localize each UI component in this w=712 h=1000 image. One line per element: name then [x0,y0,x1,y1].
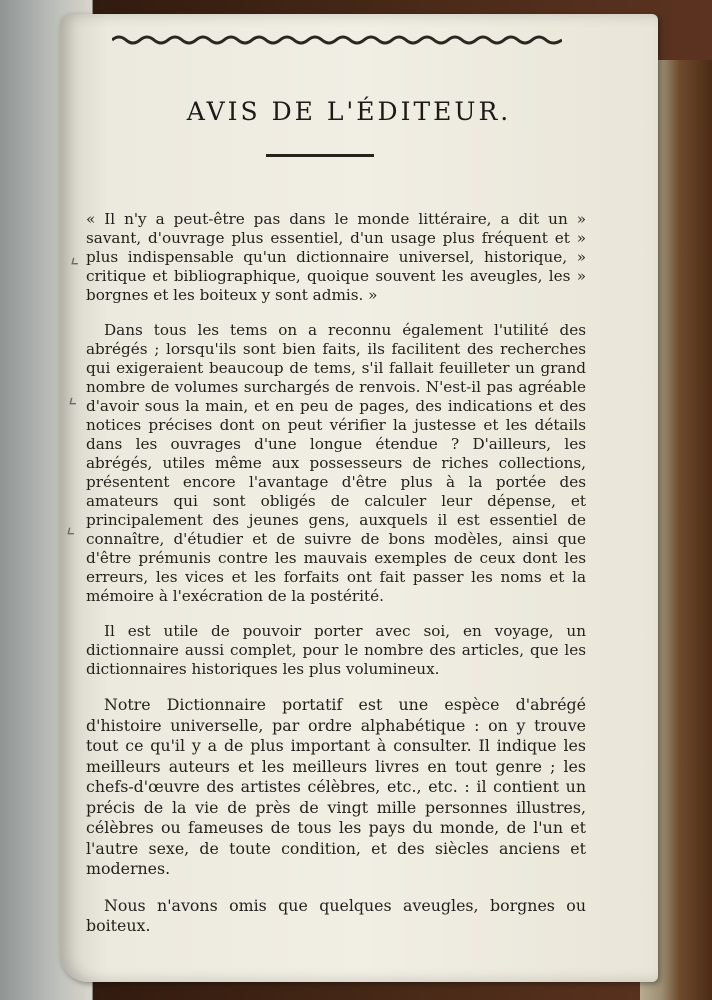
book-page [60,14,658,982]
paragraph-voyage: Il est utile de pouvoir porter avec soi, en voyage, un dictionnaire aussi complet, pour le nombre des articles, que les dictionnaires historiques les plus volumineux. [86,622,586,678]
paragraph-abreges: Dans tous les tems on a reconnu également l'utilité des abrégés ; lorsqu'ils sont bien faits, ils facilitent des recherches qui exigeraient beaucoup de tems, s'il fallait feuilleter un grand nombre de volumes surchargés de renvois. N'est-il pas agréable d'avoir sous la main, et en peu de pages, des indications et des notices précises dont on peut vérifier la justesse et les détails dans les ouvrages d'une longue étendue ? D'ailleurs, les abrégés, utiles même aux possesseurs de riches collections, présentent encore l'avantage d'être plus à la portée des amateurs qui sont obligés de calculer leur dépense, et principalement des jeunes gens, auxquels il est essentiel de connaître, d'étudier et de suivre de bons modèles, ainsi que d'être prémunis contre les mauvais exemples de ceux dont les erreurs, les vices et les forfaits ont fait passer les noms et la mémoire à l'exécration de la postérité. [86,321,586,605]
paragraph-quote: « Il n'y a peut-être pas dans le monde littéraire, a dit un » savant, d'ouvrage plus essentiel, d'un usage plus fréquent et » plus indispensable qu'un dictionnaire universel, historique, » critique et bibliographique, quoique souvent les aveugles, les » borgnes et les boiteux y sont admis. » [86,210,586,304]
body-text [86,210,586,953]
pencil-mark: ⌞ [70,244,80,268]
wavy-ornament-icon [112,34,562,46]
paragraph-dictionnaire: Notre Dictionnaire portatif est une espèce d'abrégé d'histoire universelle, par ordre alphabétique : on y trouve tout ce qu'il y a de plus important à consulter. Il indique les meilleurs auteurs et les meilleurs livres en tout genre ; les chefs-d'œuvre des artistes célèbres, etc., etc. : il contient un précis de la vie de près de vingt mille personnes illustres, célèbres ou fameuses de tous les pays du monde, de l'un et l'autre sexe, de toute condition, et des siècles anciens et modernes. [86,695,586,878]
paragraph-omis: Nous n'avons omis que quelques aveugles, borgnes ou boiteux. [86,895,586,935]
pencil-mark: ⌞ [68,384,78,408]
title-rule [266,154,374,157]
pencil-mark: ⌞ [66,514,76,538]
page-title: AVIS DE L'ÉDITEUR. [186,96,512,126]
